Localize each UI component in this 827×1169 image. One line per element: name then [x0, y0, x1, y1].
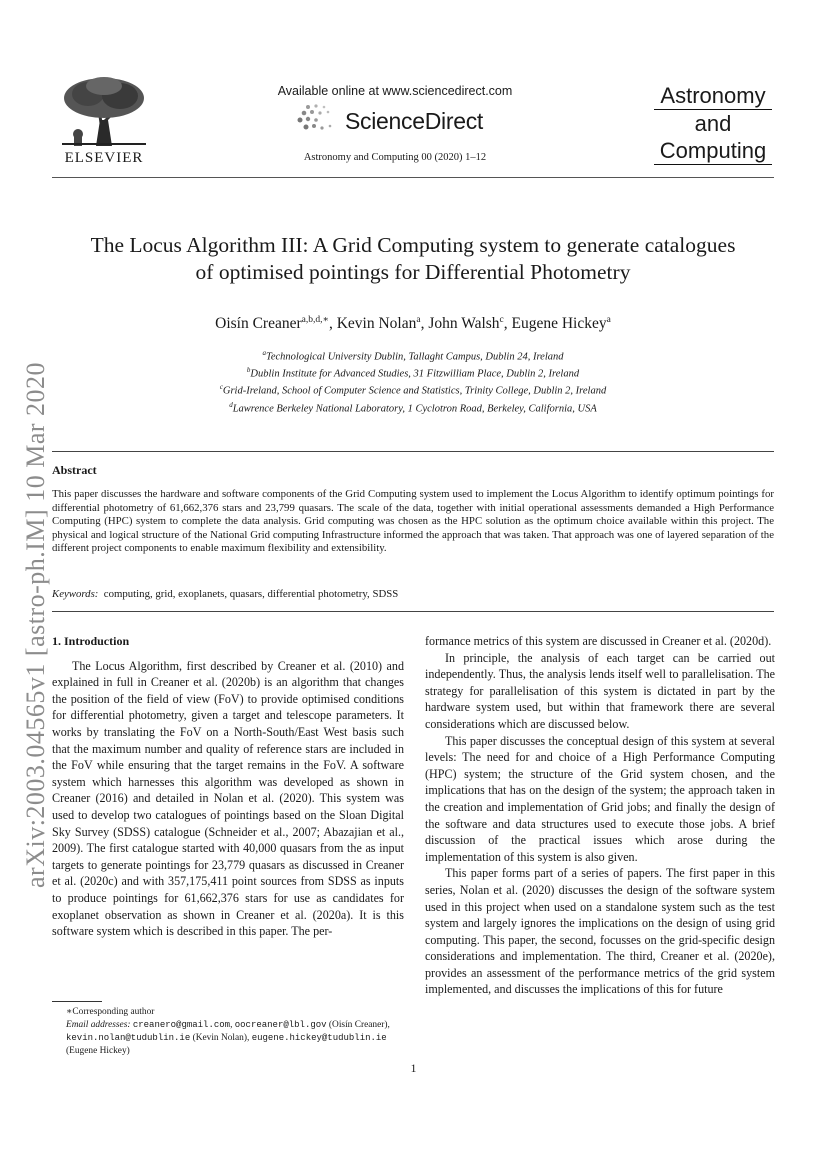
publisher-name: ELSEVIER: [64, 150, 144, 166]
author-name: Oisín Creaner: [215, 315, 302, 333]
page-number: 1: [410, 1061, 417, 1075]
author-name: John Walsh: [428, 315, 500, 333]
elsevier-tree-icon: [58, 76, 150, 146]
author-name: Kevin Nolan: [336, 315, 417, 333]
title-line-1: The Locus Algorithm III: A Grid Computing system to generate catalogues: [90, 233, 736, 257]
journal-logo-line-3: Computing: [659, 138, 767, 163]
available-online-text: Available online at www.sciencedirect.com: [277, 84, 513, 98]
paper-title: [52, 232, 774, 286]
affiliation: $^d$Lawrence Berkeley National Laboratory, 1 Cyclotron Road, Berkeley, California, USA: [229, 400, 597, 415]
journal-citation: Astronomy and Computing 00 (2020) 1–12: [303, 152, 487, 163]
abstract-bottom-rule: [52, 611, 774, 612]
author-list: Oisín Creaner$^{a,b,d,∗}$, Kevin Nolan$^a$, John Walsh$^c$, Eugene Hickey$^a$: [215, 315, 611, 333]
abstract-body: This paper discusses the hardware and software components of the Grid Computing system used to implement the Locus Algorithm to identify optimum pointings for differential photometry of 61,662,376 stars and 23,799 quasars. The scale of the data, together with initial operational assessments demanded a High Performance Computing (HPC) system to complete the data analysis. Grid computing was chosen as the HPC solution as the optimum choice available within this project. The physical and logical structure of the National Grid computing Infrastructure informed the approach that was taken. That approach was one of layered separation of the different project components to enable maximum flexibility and extensibility.: [52, 488, 774, 555]
left-column: [52, 633, 404, 940]
keywords-text: computing, grid, exoplanets, quasars, differential photometry, SDSS: [103, 588, 399, 600]
journal-logo-line-2: and: [694, 111, 732, 136]
header-divider: [52, 177, 774, 178]
elsevier-logo: [48, 72, 160, 172]
body-paragraph: This paper discusses the conceptual design of this system at several levels: The need for and choice of a High Performance Computing (HPC) system; the structure of the Grid system chosen, and the implications that has on the design of the system; the approach taken in the creation and implementation of Grid jobs; and finally the design of the software and data structures used to execute those jobs. A brief discussion of the practical issues which arose during the implementation of this system is also given.: [425, 733, 775, 864]
journal-logo: [650, 82, 776, 165]
corresponding-author-note: ∗Corresponding author: [66, 1007, 155, 1017]
footnote-rule: [52, 1001, 102, 1002]
title-line-2: of optimised pointings for Differential Photometry: [195, 260, 631, 284]
body-paragraph: This paper forms part of a series of papers. The first paper in this series, Nolan et al. (2020) discusses the design of the software system used in this project when used on a standalone system such as the test system and largely ignores the implications on the design of using grid computing. This paper, the second, focusses on the grid-specific design considerations and implementation. The third, Creaner et al. (2020e), provides an assessment of the performance metrics of the grid system implemented, and discusses the implications of this for future: [425, 866, 775, 997]
journal-logo-rule-bottom: [654, 164, 772, 165]
sciencedirect-wordmark: ScienceDirect: [345, 108, 483, 134]
email-link[interactable]: oocreaner@lbl.gov: [234, 1020, 327, 1030]
affiliation: $^a$Technological University Dublin, Tallaght Campus, Dublin 24, Ireland: [262, 349, 564, 363]
body-paragraph: In principle, the analysis of each target can be carried out independently. Thus, the analysis lends itself well to parallelisation. The strategy for parallelisation of this system is dictated in part by the hardware system used, but within that framework there are several considerations which are discussed below.: [425, 650, 775, 731]
email-addresses: Email addresses: creanero@gmail.com, oocreaner@lbl.gov (Oisín Creaner), kevin.nolan@tudublin.ie (Kevin Nolan), eugene.hickey@tudublin.ie (Eugene Hickey): [66, 1020, 390, 1056]
author-name: Eugene Hickey: [511, 315, 607, 333]
affiliation: $^b$Dublin Institute for Advanced Studies, 31 Fitzwilliam Place, Dublin 2, Ireland: [246, 366, 580, 380]
abstract-top-rule: [52, 451, 774, 452]
section-heading: 1. Introduction: [52, 634, 130, 648]
author-affil-mark: c: [499, 315, 504, 325]
body-paragraph: formance metrics of this system are discussed in Creaner et al. (2020d).: [425, 634, 772, 648]
body-paragraph: The Locus Algorithm, first described by Creaner et al. (2010) and explained in full in Creaner et al. (2020b) is an algorithm that changes the position of the field of view (FoV) to provide optimised conditions for differential photometry, given a target and telescope parameters. It works by translating the FoV on a North-South/East West basis such that the maximum number and quality of reference stars are included in the FoV while ensuring that the target remains in the FoV. A software system which harnesses this algorithm was developed as shown in Creaner (2016) and detailed in Nolan et al. (2020). This system was used to develop two catalogues of pointings based on the Sloan Digital Sky Survey (SDSS) catalogue (Schneider et al., 2007; Abazajian et al., 2009). The first catalogue started with 40,000 quasars from the as input targets to generate pointings for 23,779 quasars as discussed in Creaner et al. (2020c) and with 357,175,411 point sources from SDSS as inputs to produce pointings for 61,662,376 stars for use as candidates for exoplanet observation as shown in Creaner et al. (2020a). It is this software system which is described in this paper. The per-: [52, 658, 404, 939]
author-affil-mark: a: [606, 315, 611, 325]
keywords-label: Keywords:: [52, 588, 99, 600]
sciencedirect-dots-icon: [296, 104, 342, 134]
footnote: [52, 1006, 404, 1058]
author-affil-mark: a,b,d,∗: [301, 315, 329, 325]
email-link[interactable]: kevin.nolan@tudublin.ie: [66, 1033, 191, 1043]
email-link[interactable]: eugene.hickey@tudublin.ie: [251, 1033, 387, 1043]
affiliation: $^c$Grid-Ireland, School of Computer Science and Statistics, Trinity College, Dublin 2, Ireland: [219, 383, 607, 397]
author-affil-mark: a: [416, 315, 421, 325]
affiliations: [52, 347, 774, 416]
abstract-heading: Abstract: [52, 463, 97, 477]
keywords: [52, 588, 398, 600]
right-column: [425, 633, 775, 998]
arxiv-identifier: arXiv:2003.04565v1 [astro-ph.IM] 10 Mar 2020: [21, 361, 50, 888]
journal-logo-line-1: Astronomy: [660, 83, 766, 108]
email-link[interactable]: creanero@gmail.com: [132, 1020, 231, 1030]
email-label: Email addresses:: [66, 1020, 131, 1030]
